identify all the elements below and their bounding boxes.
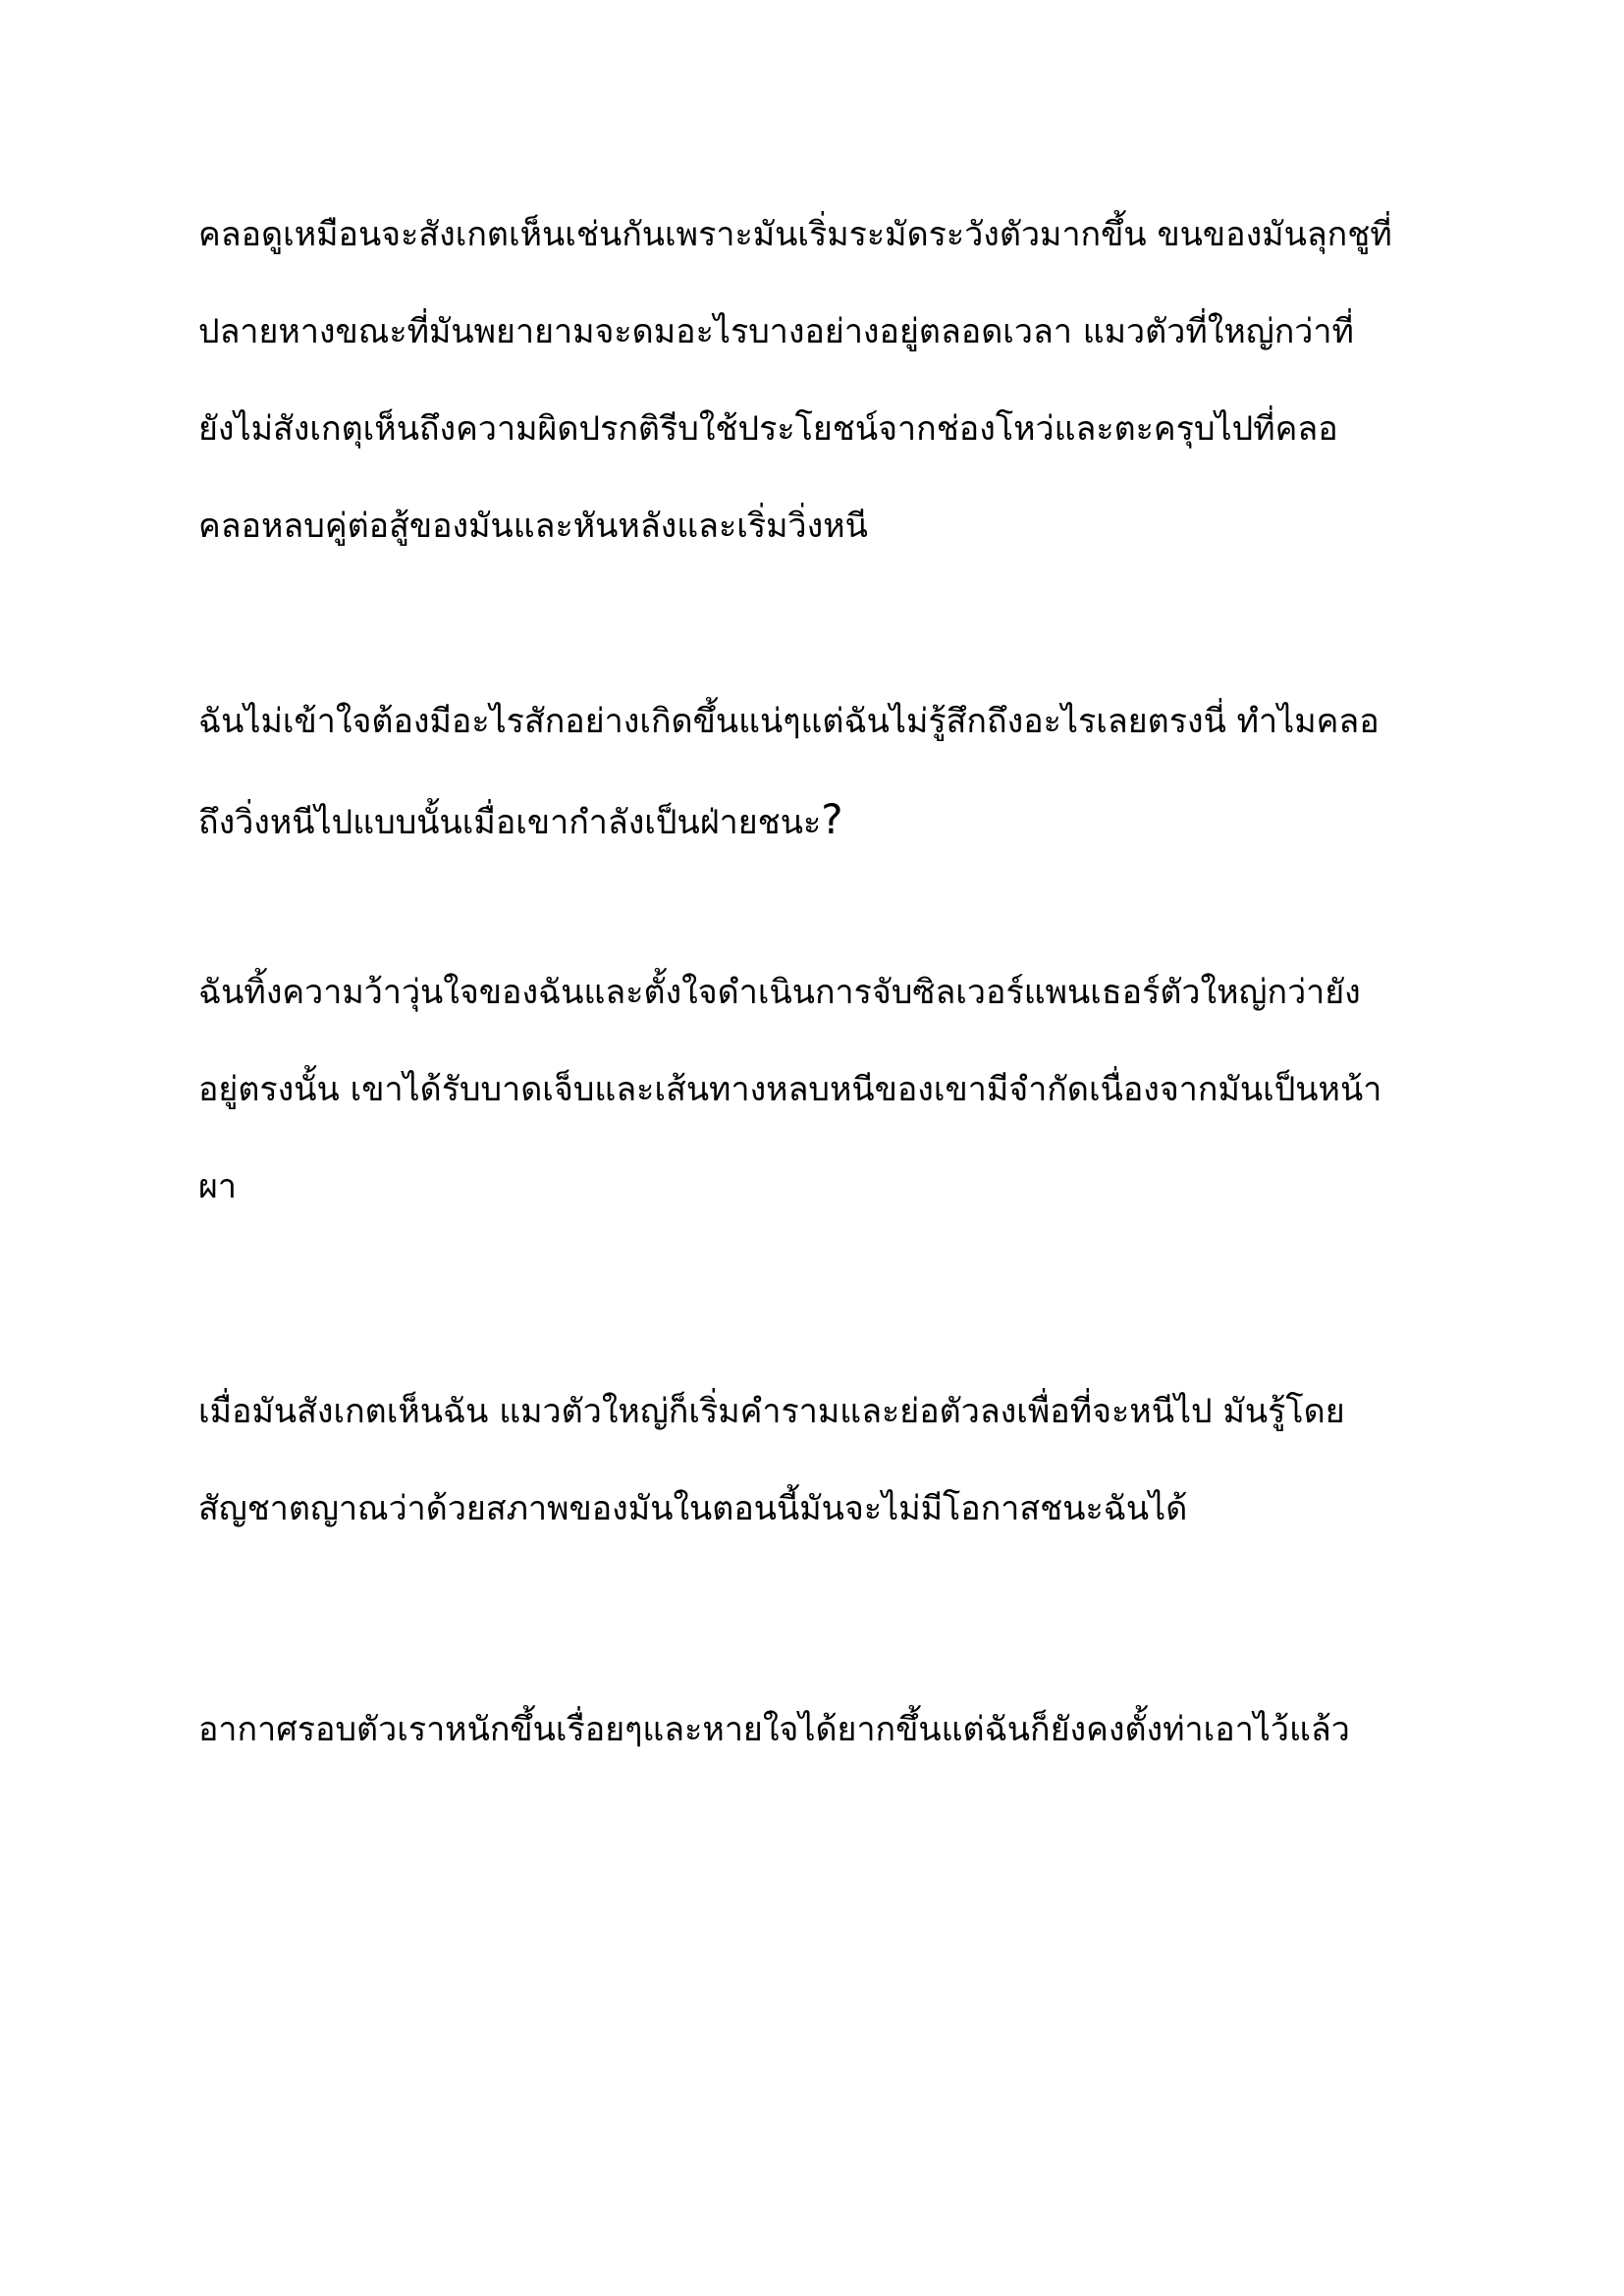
paragraph-2-line-2-text: ถึงวิ่งหนีไปแบบนั้นเมื่อเขากำลังเป็นฝ่ายชนะ	[198, 803, 822, 842]
paragraph-3	[198, 944, 1465, 1236]
paragraph-4	[198, 1363, 1465, 1558]
paragraph-4-line-2: สัญชาตญาณว่าด้วยสภาพของมันในตอนนี้มันจะไม่มีโอกาสชนะฉันได้	[198, 1489, 1188, 1528]
paragraph-3-line-2: อยู่ตรงนั้น เขาได้รับบาดเจ็บและเส้นทางหลบหนีของเขามีจำกัดเนื่องจากมันเป็นหน้า	[198, 1070, 1382, 1109]
paragraph-2-line-1: ฉันไม่เข้าใจต้องมีอะไรสักอย่างเกิดขึ้นแน่ๆแต่ฉันไม่รู้สึกถึงอะไรเลยตรงนี่ ทำไมคลอ	[198, 702, 1380, 741]
paragraph-1-line-4: คลอหลบคู่ต่อสู้ของมันและหันหลังและเริ่มวิ่งหนี	[198, 507, 868, 546]
question-mark: ?	[821, 795, 843, 843]
paragraph-5-line-1: อากาศรอบตัวเราหนักขึ้นเรื่อยๆและหายใจได้ยากขึ้นแต่ฉันก็ยังคงตั้งท่าเอาไว้แล้ว	[198, 1710, 1350, 1749]
paragraph-2	[198, 673, 1465, 868]
paragraph-1	[198, 187, 1465, 575]
paragraph-2-line-2	[198, 771, 1465, 868]
paragraph-5	[198, 1682, 1465, 1779]
paragraph-4-line-1: เมื่อมันสังเกตเห็นฉัน แมวตัวใหญ่ก็เริ่มคำรามและย่อตัวลงเพื่อที่จะหนีไป มันรู้โดย	[198, 1392, 1345, 1431]
paragraph-3-line-1: ฉันทิ้งความว้าวุ่นใจของฉันและตั้งใจดำเนินการจับซิลเวอร์แพนเธอร์ตัวใหญ่กว่ายัง	[198, 973, 1361, 1012]
paragraph-1-line-3: ยังไม่สังเกตุเห็นถึงความผิดปรกติรีบใช้ประโยชน์จากช่องโหว่และตะครุบไปที่คลอ	[198, 409, 1338, 449]
paragraph-1-line-2: ปลายหางขณะที่มันพยายามจะดมอะไรบางอย่างอยู่ตลอดเวลา แมวตัวที่ใหญ่กว่าที่	[198, 312, 1354, 351]
paragraph-1-line-1: คลอดูเหมือนจะสังเกตเห็นเช่นกันเพราะมันเริ่มระมัดระวังตัวมากขึ้น ขนของมันลุกชูที่	[198, 215, 1392, 254]
paragraph-3-line-3: ผา	[198, 1167, 238, 1206]
